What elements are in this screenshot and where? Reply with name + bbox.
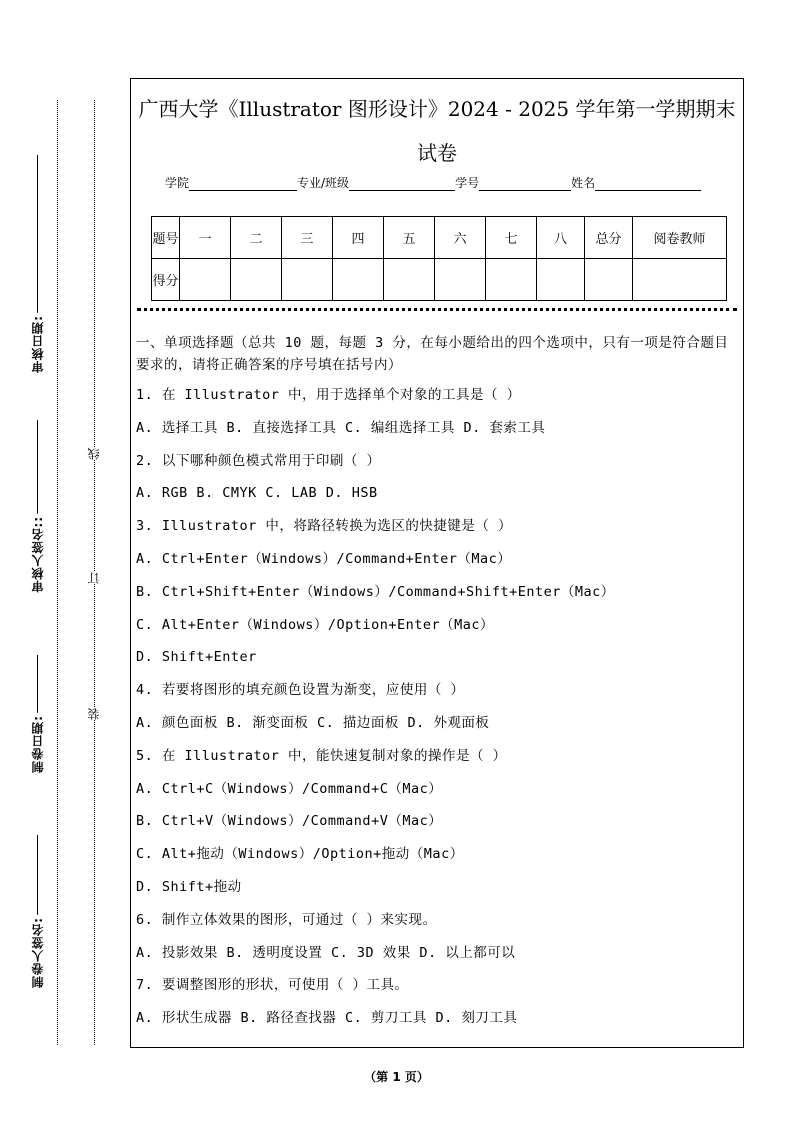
maker-sign-label: 制卷人签名: xyxy=(30,917,45,988)
option-line: D. Shift+Enter xyxy=(136,649,257,666)
col-header-grader: 阅卷教师 xyxy=(633,217,727,259)
row-label-question: 题号 xyxy=(152,217,180,259)
option-line: B. Ctrl+Shift+Enter（Windows）/Command+Shift+Enter（Mac） xyxy=(136,583,615,600)
question-line: 7. 要调整图形的形状，可使用（ ）工具。 xyxy=(136,977,409,994)
student-id-field[interactable] xyxy=(479,176,571,191)
option-line: A. 投影效果 B. 透明度设置 C. 3D 效果 D. 以上都可以 xyxy=(136,944,516,961)
question-line: 3. Illustrator 中，将路径转换为选区的快捷键是（ ） xyxy=(136,518,513,535)
bind-char-install: 装 xyxy=(87,708,101,720)
col-header: 二 xyxy=(231,217,282,259)
col-header: 三 xyxy=(282,217,333,259)
col-header: 四 xyxy=(333,217,384,259)
score-cell[interactable] xyxy=(282,259,333,301)
score-cell[interactable] xyxy=(537,259,585,301)
option-line: A. Ctrl+C（Windows）/Command+C（Mac） xyxy=(136,780,443,797)
option-line: A. RGB B. CMYK C. LAB D. HSB xyxy=(136,485,378,502)
dotted-separator xyxy=(137,308,737,311)
question-line: 4. 若要将图形的填充颜色设置为渐变，应使用（ ） xyxy=(136,682,465,699)
question-line: 6. 制作立体效果的图形，可通过（ ）来实现。 xyxy=(136,911,437,928)
question-line: 2. 以下哪种颜色模式常用于印刷（ ） xyxy=(136,452,381,469)
score-cell[interactable] xyxy=(180,259,231,301)
col-header: 七 xyxy=(486,217,537,259)
reviewer-sign-label: 审核人签名:: xyxy=(30,516,45,593)
option-line: C. Alt+Enter（Windows）/Option+Enter（Mac） xyxy=(136,616,494,633)
outer-dotted-line xyxy=(57,100,58,1045)
maker-sign-underline xyxy=(37,835,38,915)
review-date-label: 审核日期: xyxy=(30,315,45,373)
make-date-label: 制卷日期: xyxy=(30,715,45,773)
page-number: （第 1 页） xyxy=(364,1070,429,1084)
total-score-cell[interactable] xyxy=(585,259,633,301)
score-table-header-row xyxy=(152,217,727,259)
bind-char-order: 订 xyxy=(87,572,101,584)
reviewer-sign-underline xyxy=(37,420,38,514)
option-line: A. 选择工具 B. 直接选择工具 C. 编组选择工具 D. 套索工具 xyxy=(136,419,546,436)
grader-cell[interactable] xyxy=(633,259,727,301)
review-date-field xyxy=(22,155,52,375)
score-table-score-row xyxy=(152,259,727,301)
score-cell[interactable] xyxy=(231,259,282,301)
maker-sign-field xyxy=(22,835,52,990)
make-date-field xyxy=(22,655,52,775)
col-header: 五 xyxy=(384,217,435,259)
question-line: 5. 在 Illustrator 中，能快速复制对象的操作是（ ） xyxy=(136,747,507,764)
col-header: 六 xyxy=(435,217,486,259)
college-field[interactable] xyxy=(189,176,297,191)
reviewer-sign-field xyxy=(22,420,52,595)
review-date-underline xyxy=(37,155,38,313)
make-date-underline xyxy=(37,655,38,713)
section-1-content xyxy=(136,332,739,1035)
score-cell[interactable] xyxy=(435,259,486,301)
student-info-row xyxy=(165,174,701,191)
name-field[interactable] xyxy=(595,176,701,191)
score-cell[interactable] xyxy=(486,259,537,301)
exam-frame xyxy=(130,78,744,1048)
score-cell[interactable] xyxy=(384,259,435,301)
question-line: 1. 在 Illustrator 中，用于选择单个对象的工具是（ ） xyxy=(136,387,521,403)
option-line: A. Ctrl+Enter（Windows）/Command+Enter（Mac） xyxy=(136,550,512,567)
score-table xyxy=(151,216,727,301)
col-header: 八 xyxy=(537,217,585,259)
major-label: 专业/班级 xyxy=(297,176,350,190)
name-label: 姓名 xyxy=(571,176,596,190)
exam-title: 广西大学《Illustrator 图形设计》2024 - 2025 学年第一学期期末试卷 xyxy=(138,97,736,165)
option-line: B. Ctrl+V（Windows）/Command+V（Mac） xyxy=(136,813,443,830)
bind-char-line: 线 xyxy=(87,448,101,460)
option-line: D. Shift+拖动 xyxy=(136,878,242,895)
option-line: A. 颜色面板 B. 渐变面板 C. 描边面板 D. 外观面板 xyxy=(136,714,490,731)
section-1-intro: 一、单项选择题（总共 10 题，每题 3 分，在每小题给出的四个选项中，只有一项是符合题目要求的，请将正确答案的序号填在括号内） xyxy=(136,335,729,373)
option-line: C. Alt+拖动（Windows）/Option+拖动（Mac） xyxy=(136,846,464,863)
score-cell[interactable] xyxy=(333,259,384,301)
col-header: 一 xyxy=(180,217,231,259)
row-label-score: 得分 xyxy=(152,259,180,301)
col-header-total: 总分 xyxy=(585,217,633,259)
student-id-label: 学号 xyxy=(455,176,480,190)
college-label: 学院 xyxy=(165,176,190,190)
option-line: A. 形状生成器 B. 路径查找器 C. 剪刀工具 D. 刻刀工具 xyxy=(136,1010,518,1027)
major-field[interactable] xyxy=(349,176,455,191)
